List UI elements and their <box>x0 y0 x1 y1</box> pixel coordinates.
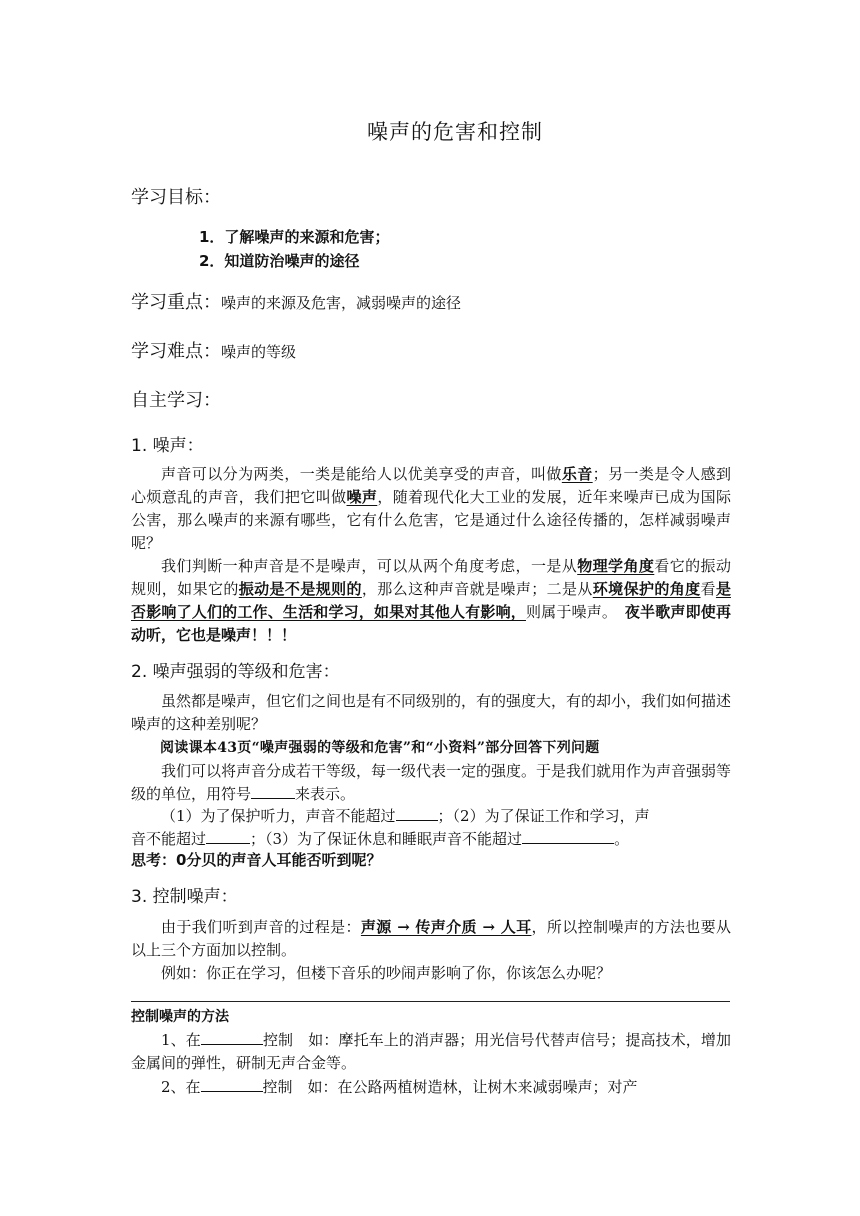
difficulty-label: 学习难点： <box>131 341 221 362</box>
divider-line <box>131 1001 730 1002</box>
noise-term: 噪声 <box>346 488 378 506</box>
methods-title: 控制噪声的方法 <box>131 1009 229 1025</box>
focus-text: 噪声的来源及危害，减弱噪声的途径 <box>221 294 462 312</box>
focus-row <box>131 288 461 314</box>
environment-angle: 环境保护的角度 <box>592 580 701 598</box>
vibration-rule: 振动是不是规则的 <box>238 580 362 598</box>
section1-heading: 1. 噪声： <box>131 436 204 456</box>
think-question: 思考：0分贝的声音人耳能否听到呢？ <box>131 851 382 869</box>
method-1-blank <box>201 1029 263 1045</box>
self-study-label: 自主学习： <box>131 390 221 411</box>
work-limit-blank <box>206 828 250 844</box>
focus-label: 学习重点： <box>131 292 221 313</box>
symbol-blank <box>251 783 295 799</box>
emphasis-text: 夜半歌声即使再动听，它也是噪声！！！ <box>131 603 731 644</box>
sleep-limit-blank <box>522 828 614 844</box>
document-title: 噪声的危害和控制 <box>367 120 543 144</box>
reading-instruction: 阅读课本43页“噪声强弱的等级和危害”和“小资料”部分回答下列问题 <box>160 740 600 756</box>
hearing-limit-blank <box>396 805 438 821</box>
section3-paragraph-2: 例如：你正在学习，但楼下音乐的吵闹声影响了你，你该怎么办呢？ <box>161 964 612 982</box>
objective-item-2: 2．知道防治噪声的途径 <box>199 252 360 270</box>
method-2: 2、在 控制 如：在公路两植树造林，让树木来减弱噪声；对产 <box>161 1078 638 1096</box>
method-2-blank <box>201 1076 263 1092</box>
question-line-2: 音不能超过 ；（3）为了保证休息和睡眠声音不能超过 。 <box>131 830 630 848</box>
music-term: 乐音 <box>561 465 593 483</box>
physics-angle: 物理学角度 <box>577 557 655 575</box>
section2-paragraph-1: 虽然都是噪声，但它们之间也是有不同级别的，有的强度大，有的却小，我们如何描述噪声的这种差别呢？ <box>131 692 732 733</box>
section1-paragraph-2: 我们判断一种声音是不是噪声，可以从两个角度考虑，一是从物理学角度看它的振动规则，如果它的振动是不是规则的，那么这种声音就是噪声；二是从环境保护的角度看是否影响了人们的工作、生活和学习，如果对其他人有影响，则属于噪声。 夜半歌声即使再动听，它也是噪声！！！ <box>131 557 731 644</box>
method-1: 1、在 控制 如：摩托车上的消声器；用光信号代替声信号；提高技术，增加金属间的弹性，研制无声合金等。 <box>131 1031 731 1072</box>
objective-item-1: 1．了解噪声的来源和危害； <box>199 228 390 246</box>
difficulty-row <box>131 337 296 363</box>
section2-paragraph-2: 我们可以将声音分成若干等级，每一级代表一定的强度。于是我们就用作为声音强弱等级的单位，用符号 来表示。 <box>131 762 732 803</box>
difficulty-text: 噪声的等级 <box>221 343 297 361</box>
objectives-label: 学习目标： <box>131 187 221 208</box>
impact-criterion: 是否影响了人们的工作、生活和学习，如果对其他人有影响， <box>131 580 731 621</box>
sound-path-chain: 声源 → 传声介质 → 人耳 <box>360 918 532 936</box>
section2-heading: 2. 噪声强弱的等级和危害： <box>131 662 340 682</box>
section3-heading: 3. 控制噪声： <box>131 887 238 907</box>
section1-paragraph-1: 声音可以分为两类，一类是能给人以优美享受的声音，叫做乐音；另一类是令人感到心烦意乱的声音，我们把它叫做噪声，随着现代化大工业的发展，近年来噪声已成为国际公害，那么噪声的来源有哪些，它有什么危害，它是通过什么途径传播的，怎样减弱噪声呢？ <box>131 465 731 552</box>
section3-paragraph-1: 由于我们听到声音的过程是：声源 → 传声介质 → 人耳，所以控制噪声的方法也要从以上三个方面加以控制。 <box>131 918 731 959</box>
question-line-1: （1）为了保护听力，声音不能超过 ；（2）为了保证工作和学习，声 <box>161 807 650 825</box>
